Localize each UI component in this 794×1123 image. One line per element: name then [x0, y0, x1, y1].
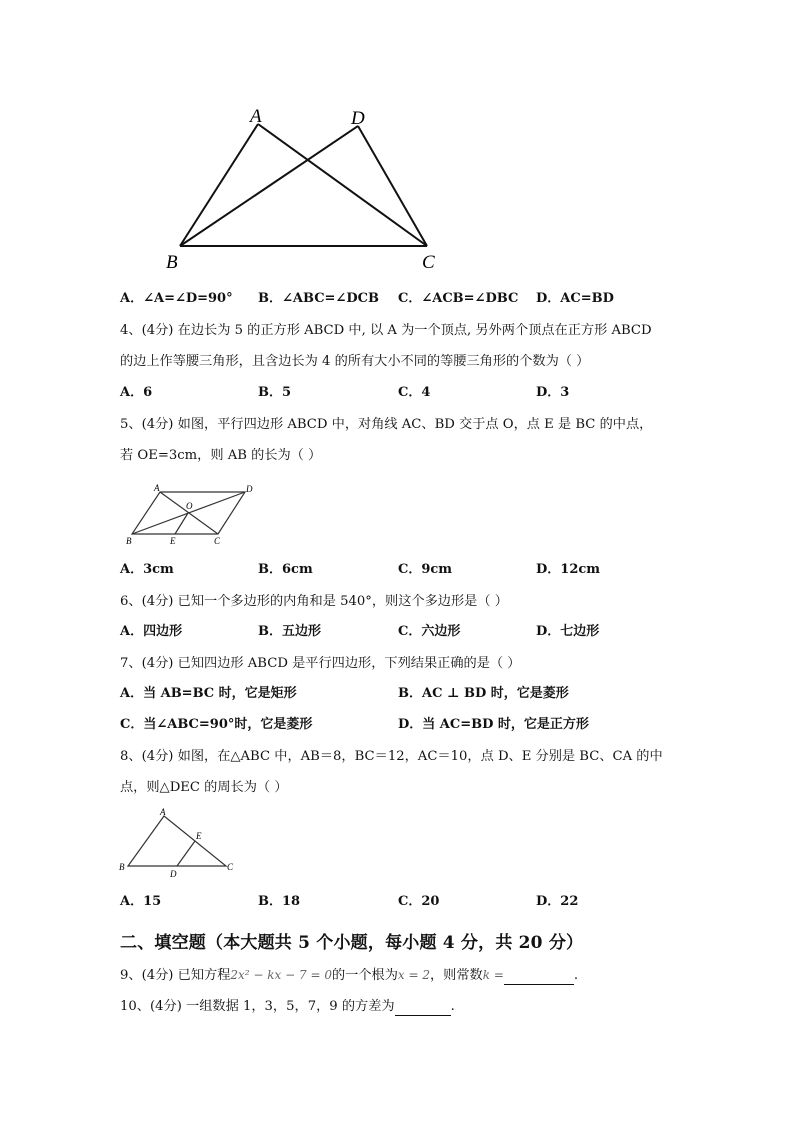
q9-line: [120, 966, 578, 985]
vertex-label-c: C: [227, 862, 234, 872]
q9-equation: 2x² − kx − 7 = 0: [230, 968, 332, 982]
vertex-label-b: B: [126, 536, 132, 546]
q10-end: .: [450, 999, 455, 1014]
q3-option-c[interactable]: C．∠ACB=∠DBC: [398, 291, 519, 306]
q10-line: [120, 998, 455, 1016]
q7-option-a[interactable]: A．当 AB=BC 时，它是矩形: [120, 686, 297, 701]
q5-option-b[interactable]: B．6cm: [258, 562, 313, 577]
figure-triangle-midpoints: [116, 806, 246, 880]
q6-text: 6、(4分) 已知一个多边形的内角和是 540°，则这个多边形是（ ）: [120, 594, 508, 609]
q9-root: x = 2: [397, 968, 430, 982]
vertex-label-e: E: [170, 536, 176, 546]
q6-option-b[interactable]: B．五边形: [258, 624, 321, 639]
vertex-label-b: B: [166, 252, 178, 273]
q3-option-a[interactable]: A．∠A=∠D=90°: [120, 291, 233, 306]
q7-option-c[interactable]: C．当∠ABC=90°时，它是菱形: [120, 717, 313, 732]
q9-prefix: 9、(4分) 已知方程: [120, 968, 231, 983]
segment-ab: [180, 124, 258, 246]
section-heading-fill-in-blank: 二、填空题（本大题共 5 个小题，每小题 4 分，共 20 分）: [120, 933, 584, 953]
vertex-label-c: C: [214, 536, 221, 546]
segment-dc: [358, 126, 427, 246]
q5-option-d[interactable]: D．12cm: [536, 562, 601, 577]
diagonal-bd: [132, 492, 245, 534]
vertex-label-a: A: [160, 807, 166, 817]
q4-option-a[interactable]: A．6: [120, 385, 153, 400]
q5-text-line2: 若 OE=3cm，则 AB 的长为（ ）: [120, 448, 322, 463]
vertex-label-d: D: [351, 108, 365, 129]
figure-parallelogram: [124, 482, 264, 548]
q3-option-d[interactable]: D．AC=BD: [536, 291, 614, 306]
q8-option-a[interactable]: A．15: [120, 894, 162, 909]
q5-text-line1: 5、(4分) 如图，平行四边形 ABCD 中，对角线 AC、BD 交于点 O，点 E 是 BC 的中点，: [120, 417, 653, 432]
q9-answer-blank[interactable]: [504, 970, 574, 985]
vertex-label-c: C: [422, 252, 435, 273]
q10-answer-blank[interactable]: [395, 1001, 451, 1016]
q7-option-d[interactable]: D．当 AC=BD 时，它是正方形: [398, 717, 589, 732]
segment-db: [180, 126, 358, 246]
q4-option-c[interactable]: C．4: [398, 385, 431, 400]
q8-option-c[interactable]: C．20: [398, 894, 440, 909]
q5-option-a[interactable]: A．3cm: [120, 562, 174, 577]
q6-option-a[interactable]: A．四边形: [120, 624, 183, 639]
q8-text-line1: 8、(4分) 如图，在△ABC 中，AB＝8，BC＝12，AC＝10，点 D、E 分别是 BC、CA 的中: [120, 749, 663, 764]
q4-text-line2: 的边上作等腰三角形，且含边长为 4 的所有大小不同的等腰三角形的个数为（ ）: [120, 354, 590, 369]
q8-text-line2: 点，则△DEC 的周长为（ ）: [120, 780, 288, 795]
vertex-label-a: A: [154, 483, 160, 493]
q7-text: 7、(4分) 已知四边形 ABCD 是平行四边形，下列结果正确的是（ ）: [120, 656, 521, 671]
vertex-label-a: A: [250, 106, 262, 127]
segment-ac: [258, 124, 427, 246]
q4-option-d[interactable]: D．3: [536, 385, 570, 400]
triangle-abc: [128, 816, 226, 866]
figure-crossed-triangles: [160, 100, 450, 275]
q6-option-c[interactable]: C．六边形: [398, 624, 461, 639]
q5-option-c[interactable]: C．9cm: [398, 562, 453, 577]
q8-option-d[interactable]: D．22: [536, 894, 579, 909]
q9-end: .: [573, 968, 579, 983]
q9-middle: 的一个根为: [331, 968, 398, 983]
q4-option-b[interactable]: B．5: [258, 385, 292, 400]
vertex-label-b: B: [119, 862, 125, 872]
vertex-label-d: D: [246, 484, 253, 494]
q7-option-b[interactable]: B．AC ⊥ BD 时，它是菱形: [398, 686, 569, 701]
vertex-label-d: D: [170, 869, 177, 879]
q6-option-d[interactable]: D．七边形: [536, 624, 600, 639]
vertex-label-e: E: [196, 831, 202, 841]
vertex-label-o: O: [186, 501, 193, 511]
q3-option-b[interactable]: B．∠ABC=∠DCB: [258, 291, 379, 306]
segment-de: [177, 841, 195, 866]
q8-option-b[interactable]: B．18: [258, 894, 301, 909]
q9-k-label: k =: [482, 968, 504, 982]
q10-text: 10、(4分) 一组数据 1，3，5，7，9 的方差为: [120, 999, 395, 1014]
q4-text-line1: 4、(4分) 在边长为 5 的正方形 ABCD 中, 以 A 为一个顶点, 另外两个顶点在正方形 ABCD: [120, 323, 652, 338]
q9-suffix: ，则常数: [430, 968, 483, 983]
